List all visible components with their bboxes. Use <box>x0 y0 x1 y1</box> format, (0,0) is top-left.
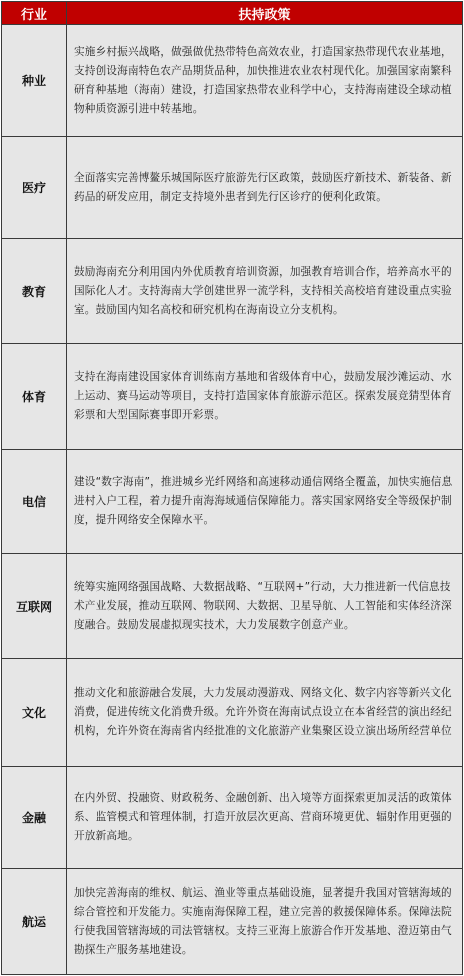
industry-cell: 文化 <box>2 659 67 766</box>
table-row <box>2 25 462 137</box>
table-row <box>2 869 462 974</box>
industry-cell: 电信 <box>2 450 67 553</box>
policy-cell: 在内外贸、投融资、财政税务、金融创新、出入境等方面探索更加灵活的政策体系、监管模式和管理体制，打造开放层次更高、营商环境更优、辐射作用更强的开放新高地。 <box>74 792 452 842</box>
industry-cell: 种业 <box>2 25 67 136</box>
policy-cell: 支持在海南建设国家体育训练南方基地和省级体育中心，鼓励发展沙滩运动、水上运动、赛马运动等项目，支持打造国家体育旅游示范区。探索发展竞猜型体育彩票和大型国际赛事即开彩票。 <box>74 371 452 421</box>
policy-cell: 建设“数字海南”，推进城乡光纤网络和高速移动通信网络全覆盖，加快实施信息进村入户工程，着力提升南海海域通信保障能力。落实国家网络安全等级保护制度，提升网络安全保障水平。 <box>74 476 453 526</box>
policy-cell: 全面落实完善博鳌乐城国际医疗旅游先行区政策，鼓励医疗新技术、新装备、新药品的研发应用，制定支持境外患者到先行区诊疗的便利化政策。 <box>74 171 452 203</box>
industry-cell: 航运 <box>2 869 67 974</box>
policy-cell: 鼓励海南充分利用国内外优质教育培训资源，加强教育培训合作，培养高水平的国际化人才。支持海南大学创建世界一流学科，支持相关高校培育建设重点实验室。鼓励国内知名高校和研究机构在海南设立分支机构。 <box>74 265 452 316</box>
industry-cell: 体育 <box>2 344 67 449</box>
table-header <box>2 2 462 25</box>
table-row <box>2 450 462 554</box>
header-industry: 行业 <box>2 2 67 24</box>
industry-cell: 金融 <box>2 767 67 868</box>
policy-cell: 实施乡村振兴战略，做强做优热带特色高效农业，打造国家热带现代农业基地，支持创设海南特色农产品期货品种，加快推进农业农村现代化。加强国家南繁科研育种基地（海南）建设，打造国家热带农业科学中心，支持海南建设全球动植物种质资源引进中转基地。 <box>74 45 452 115</box>
policy-table <box>1 1 463 975</box>
table-row <box>2 659 462 767</box>
table-row <box>2 344 462 450</box>
table-row <box>2 239 462 344</box>
policy-cell: 加快完善海南的维权、航运、渔业等重点基础设施，显著提升我国对管辖海域的综合管控和开发能力。实施南海保障工程，建立完善的救援保障体系。保障法院行使我国管辖海域的司法管辖权。支持三亚海上旅游合作开发基地、澄迈第由气勘探生产服务基地建设。 <box>74 886 452 956</box>
policy-cell: 推动文化和旅游融合发展，大力发展动漫游戏、网络文化、数字内容等新兴文化消费，促进传统文化消费升级。允许外资在海南试点设立在本省经营的演出经纪机构，允许外资在海南省内经批准的文化旅游产业集聚区设立演出场所经营单位 <box>74 687 452 737</box>
table-row <box>2 767 462 869</box>
header-policy: 扶持政策 <box>238 7 291 23</box>
industry-cell: 医疗 <box>2 137 67 238</box>
table-row <box>2 554 462 659</box>
industry-cell: 互联网 <box>2 554 67 658</box>
industry-cell: 教育 <box>2 239 67 343</box>
table-body <box>2 25 462 974</box>
table-row <box>2 137 462 239</box>
policy-cell: 统筹实施网络强国战略、大数据战略、“互联网+”行动，大力推进新一代信息技术产业发展，推动互联网、物联网、大数据、卫星导航、人工智能和实体经济深度融合。鼓励发展虚拟现实技术，大力发展数字创意产业。 <box>74 580 452 631</box>
